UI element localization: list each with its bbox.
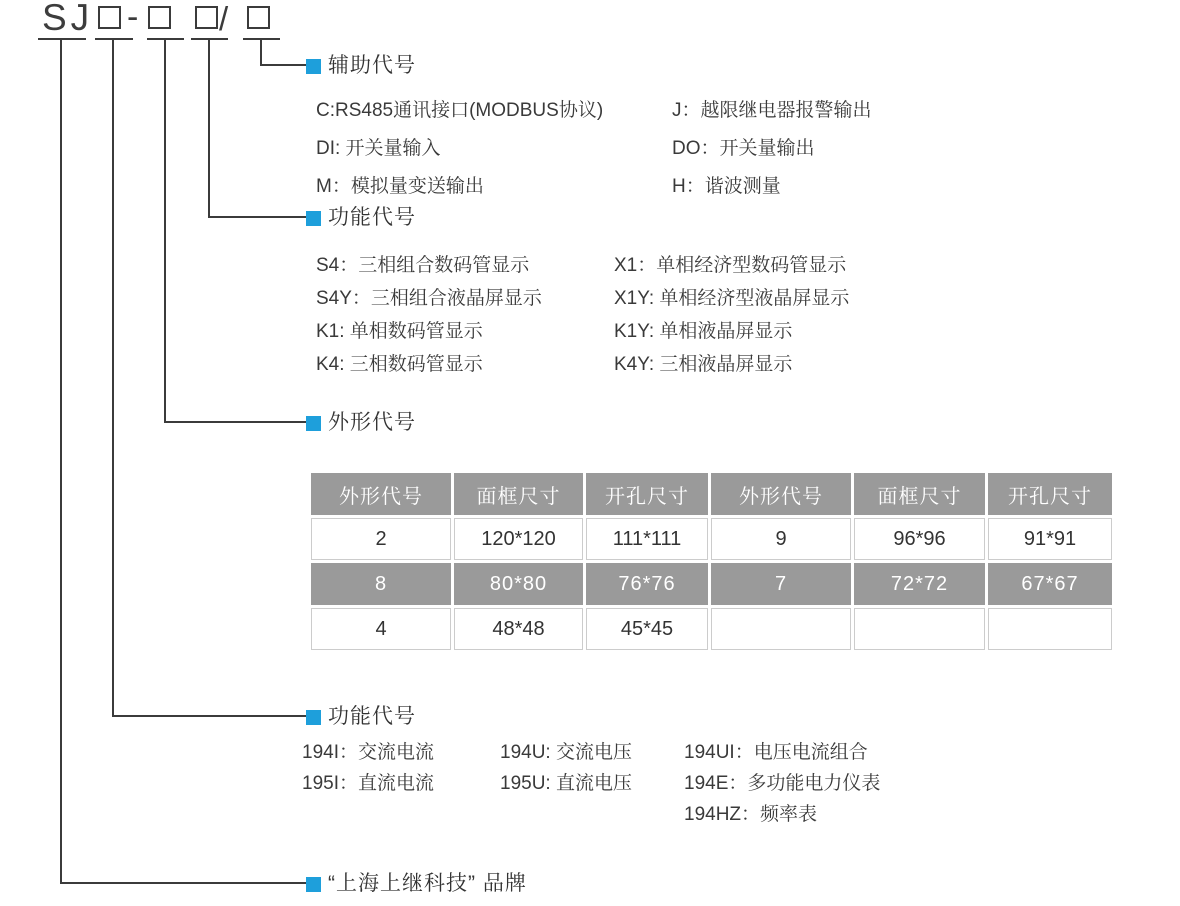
- table-cell: [854, 608, 985, 650]
- list-item: 195U: 直流电压: [500, 773, 632, 794]
- bullet-square-icon: [306, 59, 321, 74]
- function-code-list: [302, 737, 880, 830]
- auxiliary-code-list: [316, 92, 872, 206]
- list-item: 194UI：电压电流组合: [684, 742, 868, 763]
- table-cell: 111*111: [586, 518, 708, 560]
- vline-function: [112, 38, 114, 717]
- table-row: [311, 563, 1112, 605]
- list-item: 194I：交流电流: [302, 742, 434, 763]
- list-item: S4：三相组合数码管显示: [316, 255, 530, 276]
- list-item: S4Y：三相组合液晶屏显示: [316, 288, 542, 309]
- table-cell: [988, 608, 1112, 650]
- list-item: 194E：多功能电力仪表: [684, 773, 881, 794]
- list-item: DI: 开关量输入: [316, 138, 441, 159]
- section-heading-display: [306, 206, 416, 230]
- section-heading-shape: [306, 411, 416, 435]
- list-item: K1Y: 单相液晶屏显示: [614, 321, 793, 342]
- vline-display: [208, 38, 210, 218]
- section-title: 功能代号: [328, 705, 416, 728]
- table-header-cell: 开孔尺寸: [586, 473, 708, 515]
- list-item: 195I：直流电流: [302, 773, 434, 794]
- table-cell: 48*48: [454, 608, 583, 650]
- table-cell: 80*80: [454, 563, 583, 605]
- model-placeholder-box-3: [195, 6, 218, 29]
- table-cell: 45*45: [586, 608, 708, 650]
- table-cell: 7: [711, 563, 851, 605]
- section-heading-function: [306, 705, 416, 729]
- hline-function: [112, 715, 306, 717]
- section-title: 外形代号: [328, 411, 416, 434]
- hline-brand: [60, 882, 306, 884]
- table-cell: 8: [311, 563, 451, 605]
- vline-shape: [164, 38, 166, 423]
- table-cell: 2: [311, 518, 451, 560]
- model-slash-separator: /: [219, 0, 229, 37]
- table-header-cell: 外形代号: [711, 473, 851, 515]
- section-title: 辅助代号: [328, 54, 416, 77]
- bullet-square-icon: [306, 877, 321, 892]
- table-cell: [711, 608, 851, 650]
- model-prefix: SJ: [42, 0, 94, 38]
- model-dash-separator: -: [127, 0, 139, 36]
- table-cell: 91*91: [988, 518, 1112, 560]
- table-cell: 76*76: [586, 563, 708, 605]
- list-item: DO：开关量输出: [672, 138, 815, 159]
- table-header-cell: 面框尺寸: [454, 473, 583, 515]
- model-placeholder-box-2: [148, 6, 171, 29]
- list-item: X1：单相经济型数码管显示: [614, 255, 847, 276]
- bullet-square-icon: [306, 710, 321, 725]
- shape-code-table: [308, 470, 1115, 653]
- brand-label: “上海上继科技” 品牌: [328, 872, 527, 895]
- model-placeholder-box-4: [247, 6, 270, 29]
- list-item: M：模拟量变送输出: [316, 176, 484, 197]
- section-heading-brand: [306, 872, 527, 896]
- section-heading-auxiliary: [306, 54, 416, 78]
- list-item: X1Y: 单相经济型液晶屏显示: [614, 288, 850, 309]
- list-item: K1: 单相数码管显示: [316, 321, 483, 342]
- list-item: K4Y: 三相液晶屏显示: [614, 354, 793, 375]
- tbar-line-2: [95, 38, 133, 40]
- list-item: [302, 799, 500, 830]
- list-item: 194U: 交流电压: [500, 742, 632, 763]
- table-header-cell: 开孔尺寸: [988, 473, 1112, 515]
- section-title: 功能代号: [328, 206, 416, 229]
- list-item: K4: 三相数码管显示: [316, 354, 483, 375]
- table-cell: 120*120: [454, 518, 583, 560]
- table-cell: 67*67: [988, 563, 1112, 605]
- table-cell: 72*72: [854, 563, 985, 605]
- list-item: J：越限继电器报警输出: [672, 100, 872, 121]
- hline-shape: [164, 421, 306, 423]
- vline-auxiliary: [260, 38, 262, 66]
- table-header-cell: 外形代号: [311, 473, 451, 515]
- table-row: [311, 608, 1112, 650]
- table-cell: 4: [311, 608, 451, 650]
- hline-display: [208, 216, 306, 218]
- hline-auxiliary: [260, 64, 306, 66]
- table-cell: 96*96: [854, 518, 985, 560]
- table-row: [311, 518, 1112, 560]
- display-code-list: [316, 249, 849, 381]
- list-item: C:RS485通讯接口(MODBUS协议): [316, 100, 604, 121]
- vline-brand: [60, 38, 62, 884]
- list-item: 194HZ：频率表: [684, 804, 818, 825]
- model-placeholder-box-1: [98, 6, 121, 29]
- bullet-square-icon: [306, 211, 321, 226]
- table-cell: 9: [711, 518, 851, 560]
- list-item: H：谐波测量: [672, 176, 781, 197]
- list-item: [500, 799, 684, 830]
- table-header-cell: 面框尺寸: [854, 473, 985, 515]
- bullet-square-icon: [306, 416, 321, 431]
- tbar-line-1: [38, 38, 86, 40]
- table-header-row: [311, 473, 1112, 515]
